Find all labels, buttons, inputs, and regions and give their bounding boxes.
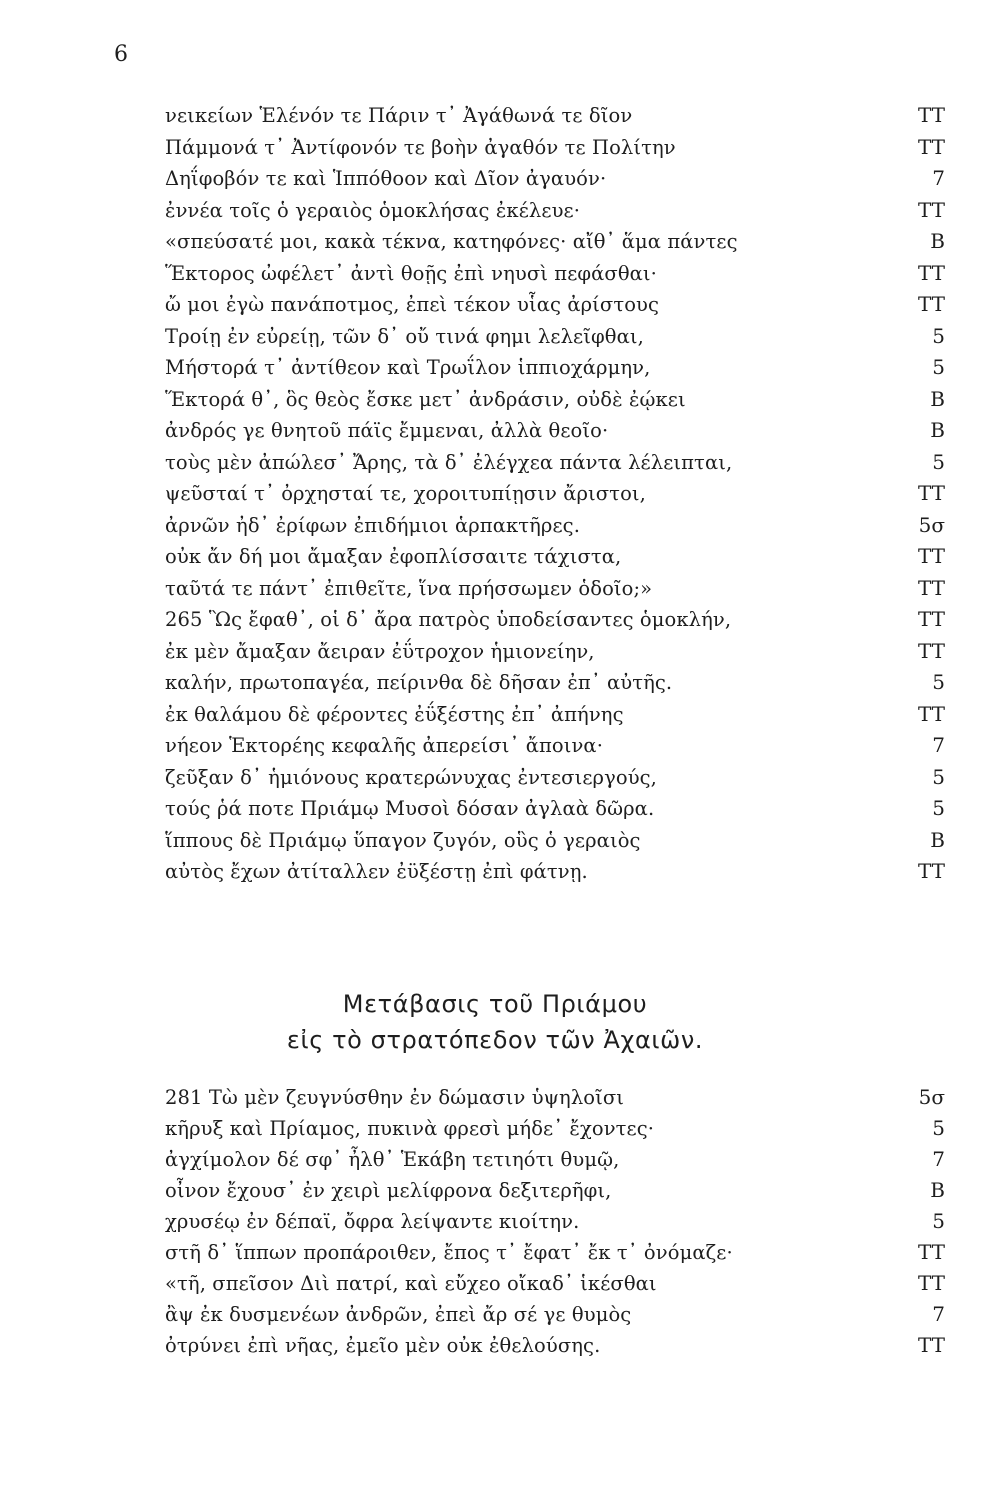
verse-line	[165, 1175, 945, 1206]
verse-marker: 5σ	[918, 1085, 945, 1109]
verse-line	[165, 1206, 945, 1237]
verse-text: ἐκ μὲν ἄμαξαν ἄειραν ἐΰτροχον ἡμιονείην,	[165, 639, 595, 663]
verse-marker: TT	[917, 197, 945, 222]
verse-line	[165, 541, 945, 573]
verse-line	[165, 1299, 945, 1330]
verse-text: Μήστορά τ᾽ ἀντίθεον καὶ Τρωΐλον ἱππιοχάρμην,	[165, 356, 651, 379]
verse-line	[165, 1082, 945, 1113]
verse-text: οἶνον ἔχουσ᾽ ἐν χειρὶ μελίφρονα δεξιτερῆφι,	[165, 1179, 612, 1202]
verse-text: καλήν, πρωτοπαγέα, πείρινθα δὲ δῆσαν ἐπ᾽ αὐτῆς.	[165, 671, 673, 694]
verse-text: Ἕκτορά θ᾽, ὃς θεὸς ἔσκε μετ᾽ ἀνδράσιν, οὐδὲ ἐῴκει	[165, 387, 686, 411]
verse-line	[165, 510, 945, 542]
verse-marker: TT	[917, 544, 945, 568]
verse-line	[165, 352, 945, 384]
verse-text: αὐτὸς ἔχων ἀτίταλλεν ἐϋξέστῃ ἐπὶ φάτνῃ.	[165, 860, 588, 883]
verse-line	[165, 163, 945, 195]
verse-text: ἐκ θαλάμου δὲ φέροντες ἐΰξέστης ἐπ᾽ ἀπήνης	[165, 702, 624, 726]
verse-line	[165, 384, 945, 416]
verse-marker: TT	[917, 292, 945, 316]
verse-marker: 5	[932, 355, 945, 379]
verse-text: 281 Τὼ μὲν ζευγνύσθην ἐν δώμασιν ὑψηλοῖσι	[165, 1086, 625, 1109]
verse-line	[165, 793, 945, 825]
verse-line	[165, 1237, 945, 1268]
verse-text: ταῦτά τε πάντ᾽ ἐπιθεῖτε, ἵνα πρήσσωμεν ὁδοῖο;»	[165, 576, 653, 600]
verse-block-1	[165, 100, 945, 888]
verse-text: κῆρυξ καὶ Πρίαμος, πυκινὰ φρεσὶ μήδε᾽ ἔχοντες·	[165, 1117, 655, 1140]
verse-line	[165, 226, 945, 258]
verse-line	[165, 667, 945, 699]
verse-line	[165, 1330, 945, 1361]
verse-marker: B	[930, 229, 945, 253]
verse-marker: TT	[917, 134, 945, 159]
verse-line	[165, 132, 945, 164]
verse-line	[165, 1268, 945, 1299]
verse-marker: TT	[917, 638, 945, 663]
verse-text: ἀρνῶν ἠδ᾽ ἐρίφων ἐπιδήμιοι ἁρπακτῆρες.	[165, 513, 581, 537]
verse-marker: 7	[932, 733, 945, 757]
verse-line	[165, 730, 945, 762]
verse-marker: TT	[917, 103, 945, 127]
verse-text: Τροίῃ ἐν εὐρείῃ, τῶν δ᾽ οὔ τινά φημι λελεῖφθαι,	[165, 324, 644, 348]
verse-line	[165, 258, 945, 290]
verse-marker: TT	[917, 1333, 945, 1357]
verse-line	[165, 856, 945, 888]
verse-text: ἀγχίμολον δέ σφ᾽ ἦλθ᾽ Ἑκάβη τετιηότι θυμῷ,	[165, 1148, 620, 1171]
verse-marker: B	[930, 827, 945, 852]
verse-line	[165, 447, 945, 479]
verse-marker: 5	[932, 449, 945, 474]
verse-marker: 5	[932, 323, 945, 348]
verse-marker: TT	[917, 481, 945, 505]
verse-line	[165, 604, 945, 636]
verse-line	[165, 289, 945, 321]
verse-line	[165, 1113, 945, 1144]
verse-marker: B	[930, 1178, 945, 1202]
page-number: 6	[114, 42, 128, 67]
verse-line	[165, 825, 945, 857]
verse-marker: 5	[932, 670, 945, 694]
verse-line	[165, 573, 945, 605]
verse-text: ὀτρύνει ἐπὶ νῆας, ἐμεῖο μὲν οὐκ ἐθελούσης.	[165, 1334, 601, 1357]
verse-line	[165, 762, 945, 794]
verse-line	[165, 636, 945, 668]
verse-text: νεικείων Ἑλένόν τε Πάριν τ᾽ Ἀγάθωνά τε δῖον	[165, 104, 633, 127]
verse-text: ἂψ ἐκ δυσμενέων ἀνδρῶν, ἐπεὶ ἄρ σέ γε θυμὸς	[165, 1303, 632, 1326]
verse-text: νήεον Ἑκτορέης κεφαλῆς ἀπερείσι᾽ ἄποινα·	[165, 734, 603, 757]
verse-text: «σπεύσατέ μοι, κακὰ τέκνα, κατηφόνες· αἴθ᾽ ἅμα πάντες	[165, 230, 738, 253]
verse-marker: 5	[932, 796, 945, 820]
verse-text: ἵππους δὲ Πριάμῳ ὕπαγον ζυγόν, οὓς ὁ γεραιὸς	[165, 828, 641, 852]
verse-text: χρυσέῳ ἐν δέπαϊ, ὄφρα λείψαντε κιοίτην.	[165, 1210, 580, 1233]
verse-line	[165, 100, 945, 132]
verse-block-2	[165, 1082, 945, 1361]
verse-marker: TT	[917, 607, 945, 631]
verse-text: «τῆ, σπεῖσον Διὶ πατρί, καὶ εὔχεο οἴκαδ᾽ ἱκέσθαι	[165, 1272, 657, 1295]
verse-marker: 5	[932, 764, 945, 789]
verse-text: οὐκ ἄν δή μοι ἄμαξαν ἐφοπλίσσαιτε τάχιστα,	[165, 545, 622, 568]
verse-text: ἀνδρός γε θνητοῦ πάϊς ἔμμεναι, ἀλλὰ θεοῖο·	[165, 419, 609, 442]
verse-marker: 7	[932, 166, 945, 190]
verse-marker: TT	[917, 1240, 945, 1264]
verse-text: ζεῦξαν δ᾽ ἡμιόνους κρατερώνυχας ἐντεσιεργούς,	[165, 765, 657, 789]
verse-text: ὤ μοι ἐγὼ πανάποτμος, ἐπεὶ τέκον υἷας ἀρίστους	[165, 293, 660, 316]
verse-line	[165, 321, 945, 353]
verse-marker: 5σ	[918, 512, 945, 537]
verse-text: στῆ δ᾽ ἵππων προπάροιθεν, ἔπος τ᾽ ἔφατ᾽ ἔκ τ᾽ ὀνόμαζε·	[165, 1241, 733, 1264]
heading-line-2: εἰς τὸ στρατόπεδον τῶν Ἀχαιῶν.	[286, 1026, 704, 1054]
verse-marker: 7	[932, 1302, 945, 1326]
verse-marker: B	[930, 418, 945, 442]
verse-text: Δηΐφοβόν τε καὶ Ἱππόθοον καὶ Δῖον ἀγαυόν·	[165, 167, 607, 190]
verse-marker: TT	[917, 859, 945, 883]
verse-marker: TT	[917, 1271, 945, 1295]
verse-text: τούς ῥά ποτε Πριάμῳ Μυσοὶ δόσαν ἀγλαὰ δῶρα.	[165, 797, 655, 820]
heading-line-1: Μετάβασις τοῦ Πριάμου	[342, 990, 648, 1018]
verse-text: Ἕκτορος ὠφέλετ᾽ ἀντὶ θοῇς ἐπὶ νηυσὶ πεφάσθαι·	[165, 261, 657, 285]
verse-line	[165, 195, 945, 227]
verse-text: τοὺς μὲν ἀπώλεσ᾽ Ἄρης, τὰ δ᾽ ἐλέγχεα πάντα λέλειπται,	[165, 450, 733, 474]
verse-marker: 5	[932, 1209, 945, 1233]
verse-marker: TT	[917, 260, 945, 285]
verse-text: ψεῦσταί τ᾽ ὀρχησταί τε, χοροιτυπίῃσιν ἄριστοι,	[165, 482, 646, 505]
verse-line	[165, 415, 945, 447]
verse-marker: TT	[917, 701, 945, 726]
verse-line	[165, 1144, 945, 1175]
verse-text: Πάμμονά τ᾽ Ἀντίφονόν τε βοὴν ἀγαθόν τε Πολίτην	[165, 135, 676, 159]
verse-marker: 5	[932, 1116, 945, 1140]
section-heading	[0, 986, 990, 1058]
verse-text: ἐννέα τοῖς ὁ γεραιὸς ὁμοκλήσας ἐκέλευε·	[165, 198, 581, 222]
verse-marker: B	[930, 386, 945, 411]
verse-text: 265 Ὣς ἔφαθ᾽, οἱ δ᾽ ἄρα πατρὸς ὑποδείσαντες ὁμοκλήν,	[165, 608, 732, 631]
verse-marker: 7	[932, 1147, 945, 1171]
verse-marker: TT	[917, 575, 945, 600]
verse-line	[165, 699, 945, 731]
verse-line	[165, 478, 945, 510]
